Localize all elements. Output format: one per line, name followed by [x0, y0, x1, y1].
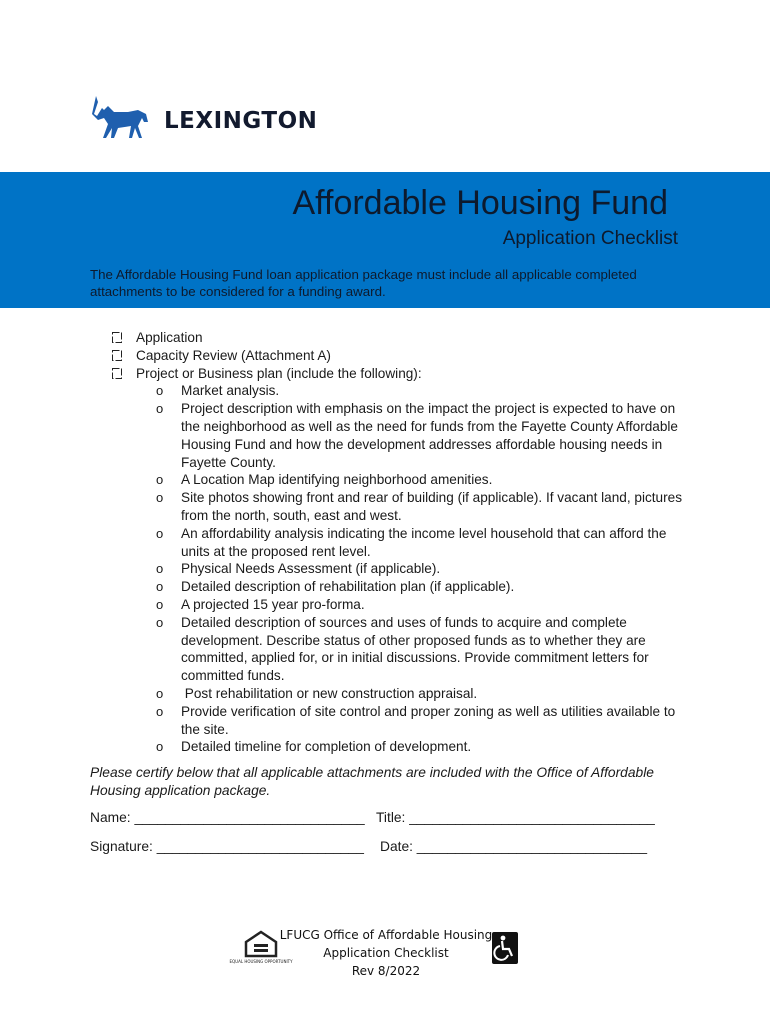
sub-list-item-text: Provide verification of site control and proper zoning as well as utilities available to the site. — [181, 703, 676, 737]
bullet-icon: o — [156, 596, 164, 612]
sub-list-item-text: Market analysis. — [181, 383, 280, 399]
sub-list-item — [156, 578, 692, 596]
checklist-item[interactable] — [112, 347, 692, 365]
sub-list-item-text: Site photos showing front and rear of building (if applicable). If vacant land, pictures from the north, south, east and west. — [181, 490, 682, 523]
footer-line: LFUCG Office of Affordable Housing — [279, 928, 493, 942]
bullet-icon: o — [156, 739, 164, 755]
sub-list-item — [156, 471, 692, 489]
signature-field[interactable]: Signature: ___________________________ — [90, 839, 364, 854]
sub-list-item — [156, 382, 692, 400]
sub-list-item-text: Detailed description of sources and uses of funds to acquire and complete development. Describe status of other proposed funds as to whether they are committed, applied for, or in initial discussions. Provide commitment letters for committed funds. — [181, 614, 649, 684]
sub-list-item-text: Detailed description of rehabilitation plan (if applicable). — [181, 579, 515, 595]
sub-list-item-text: Physical Needs Assessment (if applicable). — [181, 561, 441, 577]
footer-line: Application Checklist — [323, 946, 449, 960]
sub-list-item-text: An affordability analysis indicating the income level household that can afford the units at the proposed rent level. — [181, 525, 667, 559]
sub-list-item — [156, 525, 692, 561]
checklist-item-label: Application — [136, 330, 203, 345]
page-subtitle: Application Checklist — [502, 228, 678, 249]
title-field[interactable]: Title: ________________________________ — [376, 810, 655, 825]
checkbox-icon[interactable] — [112, 368, 122, 379]
sub-list — [156, 382, 692, 756]
bullet-icon: o — [156, 561, 164, 577]
checklist — [112, 329, 692, 756]
sub-list-item — [156, 614, 692, 685]
checklist-item-label: Project or Business plan (include the following): — [136, 365, 422, 381]
sub-list-item — [156, 560, 692, 578]
sub-list-item — [156, 596, 692, 614]
bullet-icon: o — [156, 614, 164, 630]
bullet-icon: o — [156, 703, 164, 719]
logo-text: LEXINGTON — [164, 108, 318, 134]
sub-list-item-text: Post rehabilitation or new construction appraisal. — [181, 685, 478, 701]
sub-list-item-text: Detailed timeline for completion of development. — [181, 739, 472, 755]
horse-icon — [88, 92, 150, 144]
sub-list-item-text: Project description with emphasis on the impact the project is expected to have on the neighborhood as well as the need for funds from the Fayette County Affordable Housing Fund and how the development addresses affordable housing needs in Fayette County. — [181, 401, 678, 470]
checklist-item[interactable] — [112, 329, 692, 347]
sub-list-item — [156, 738, 692, 756]
bullet-icon: o — [156, 685, 164, 701]
bullet-icon: o — [156, 579, 164, 595]
certify-statement: Please certify below that all applicable attachments are included with the Office of Affordable Housing application package. — [90, 765, 654, 798]
sub-list-item — [156, 703, 692, 739]
bullet-icon: o — [156, 401, 164, 417]
checklist-item-label: Capacity Review (Attachment A) — [136, 347, 331, 363]
page-title: Affordable Housing Fund — [292, 184, 668, 222]
bullet-icon: o — [156, 472, 164, 488]
sub-list-item-text: A projected 15 year pro-forma. — [181, 596, 365, 612]
footer — [236, 926, 536, 980]
name-field[interactable]: Name: ______________________________ — [90, 810, 365, 825]
checklist-item[interactable] — [112, 365, 692, 383]
checkbox-icon[interactable] — [112, 350, 122, 361]
date-field[interactable]: Date: ______________________________ — [380, 839, 648, 854]
lexington-logo — [88, 92, 317, 144]
eho-text: EQUAL HOUSING OPPORTUNITY — [229, 959, 293, 964]
checkbox-icon[interactable] — [112, 332, 122, 343]
intro-text: The Affordable Housing Fund loan application package must include all applicable completed attachments to be considered for a funding award. — [90, 267, 637, 299]
bullet-icon: o — [156, 490, 164, 506]
bullet-icon: o — [156, 525, 164, 541]
footer-line: Rev 8/2022 — [351, 964, 421, 978]
sub-list-item — [156, 489, 692, 525]
sub-list-item — [156, 400, 692, 471]
sub-list-item — [156, 685, 692, 703]
bullet-icon: o — [156, 383, 164, 399]
accessibility-icon — [492, 932, 518, 964]
sub-list-item-text: A Location Map identifying neighborhood amenities. — [181, 472, 493, 488]
